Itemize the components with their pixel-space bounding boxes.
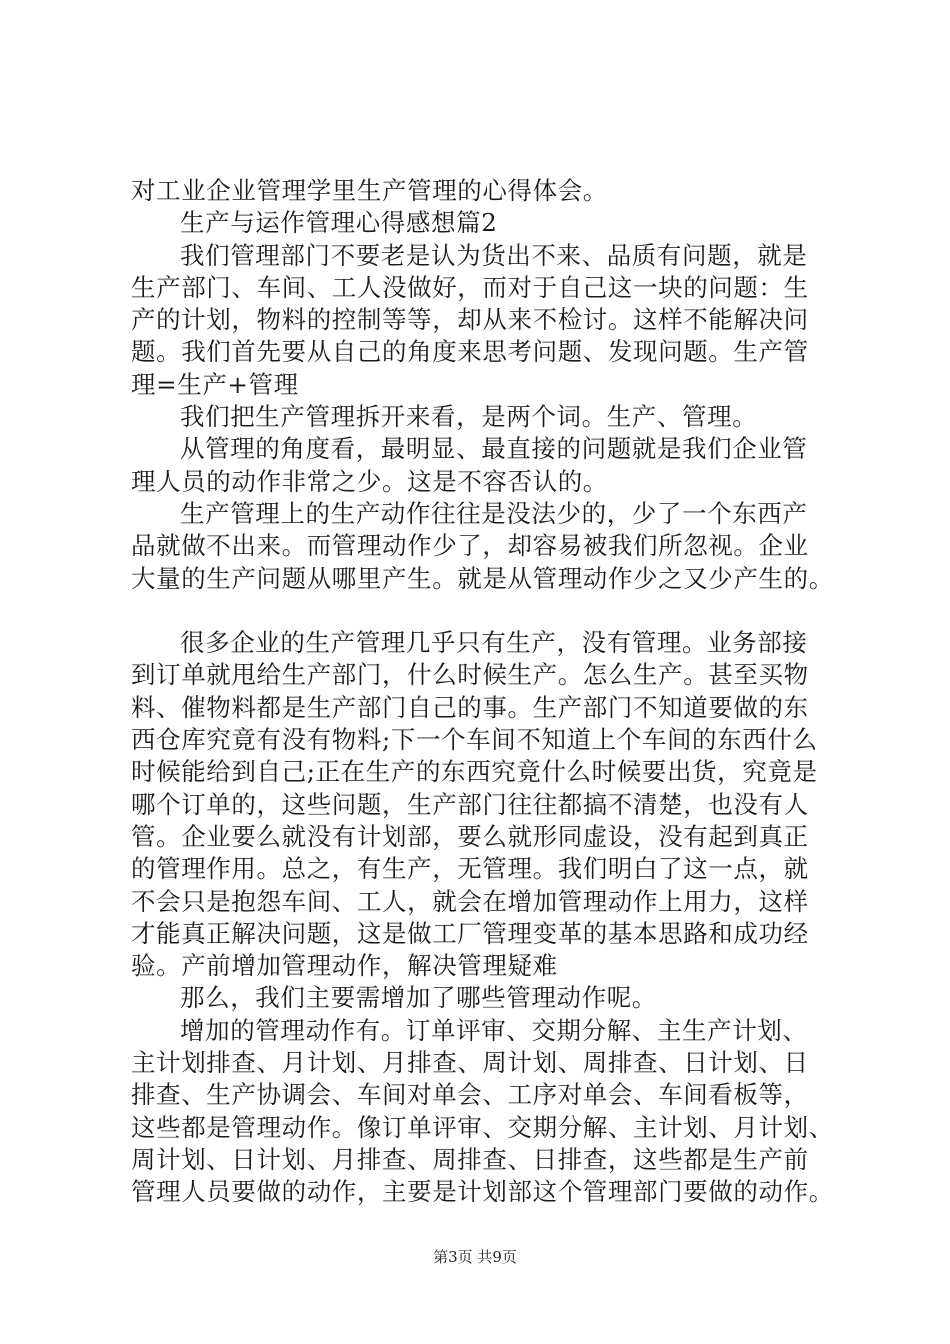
text-line: 管。企业要么就没有计划部，要么就形同虚设，没有起到真正 [131,821,809,851]
text-line: 才能真正解决问题，这是做工厂管理变革的基本思路和成功经 [131,918,809,948]
section-heading: 生产与运作管理心得感想篇2 [180,208,498,238]
text-line: 不会只是抱怨车间、工人，就会在增加管理动作上用力，这样 [131,886,809,916]
text-line: 到订单就甩给生产部门，什么时候生产。怎么生产。甚至买物 [131,660,809,690]
text-line: 从管理的角度看，最明显、最直接的问题就是我们企业管 [180,434,808,464]
text-line: 哪个订单的，这些问题，生产部门往往都搞不清楚，也没有人 [131,789,809,819]
text-line: 理=生产+管理 [131,369,299,399]
text-line: 我们管理部门不要老是认为货出不来、品质有问题，就是 [180,240,808,270]
blank-line [131,595,851,627]
text-line: 对工业企业管理学里生产管理的心得体会。 [131,176,608,205]
text-line: 品就做不出来。而管理动作少了，却容易被我们所忽视。企业 [131,531,809,561]
document-body [131,175,851,1209]
text-line: 时候能给到自己;正在生产的东西究竟什么时候要出货，究竟是 [131,757,818,787]
text-line: 管理人员要做的动作，主要是计划部这个管理部门要做的动作。 [131,1177,834,1207]
text-line: 这些都是管理动作。像订单评审、交期分解、主计划、月计划、 [131,1112,834,1142]
text-line: 题。我们首先要从自己的角度来思考问题、发现问题。生产管 [131,337,809,367]
text-line: 大量的生产问题从哪里产生。就是从管理动作少之又少产生的。 [131,563,834,593]
text-line: 西仓库究竟有没有物料;下一个车间不知道上个车间的东西什么 [131,725,818,755]
text-line: 增加的管理动作有。订单评审、交期分解、主生产计划、 [180,1015,808,1045]
text-line: 那么，我们主要需增加了哪些管理动作呢。 [180,983,657,1013]
text-line: 生产部门、车间、工人没做好，而对于自己这一块的问题：生 [131,272,809,302]
text-line: 理人员的动作非常之少。这是不容否认的。 [131,466,608,496]
text-line: 排查、生产协调会、车间对单会、工序对单会、车间看板等， [131,1080,809,1110]
text-line: 生产管理上的生产动作往往是没法少的，少了一个东西产 [180,498,808,528]
text-line: 周计划、日计划、月排查、周排查、日排查，这些都是生产前 [131,1144,809,1174]
text-line: 的管理作用。总之，有生产，无管理。我们明白了这一点，就 [131,854,809,884]
text-line: 很多企业的生产管理几乎只有生产，没有管理。业务部接 [180,628,808,658]
text-line: 料、催物料都是生产部门自己的事。生产部门不知道要做的东 [131,692,809,722]
text-line: 我们把生产管理拆开来看，是两个词。生产、管理。 [180,402,758,432]
page-number-footer: 第3页 共9页 [433,1248,517,1266]
text-line: 主计划排查、月计划、月排查、周计划、周排查、日计划、日 [131,1048,809,1078]
text-line: 产的计划，物料的控制等等，却从来不检讨。这样不能解决问 [131,305,809,335]
text-line: 验。产前增加管理动作，解决管理疑难 [131,951,558,981]
